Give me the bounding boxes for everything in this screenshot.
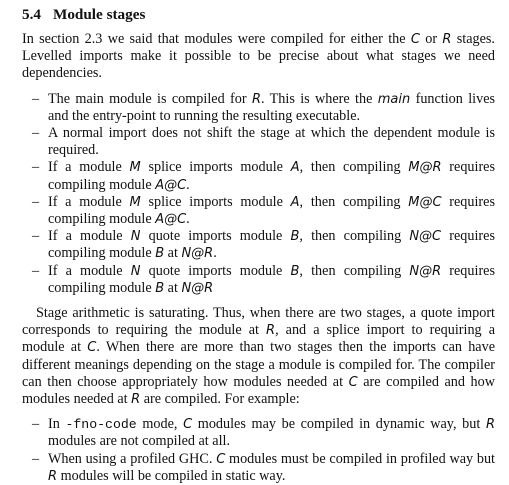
text: If a module: [48, 159, 130, 176]
math: M: [129, 160, 141, 176]
list-item: [48, 228, 495, 262]
stage-arithmetic-paragraph: [22, 305, 495, 408]
math: R: [442, 32, 452, 47]
math: M: [129, 194, 141, 210]
math: C: [87, 340, 97, 356]
text: quote imports module: [140, 262, 291, 279]
text: , and a splice import to requiring a module at: [22, 322, 495, 356]
text: requires compiling module: [48, 159, 495, 193]
list-item: [48, 159, 495, 193]
math: M@R: [408, 160, 442, 176]
math: C: [410, 32, 420, 47]
text: If a module: [48, 228, 131, 245]
text: requires compiling module: [48, 262, 495, 296]
text: When using a profiled GHC.: [48, 450, 217, 467]
text: modules may be compiled in dynamic way, but: [192, 416, 486, 433]
text: are compiled and how modules needed at: [22, 373, 495, 408]
list-item: [48, 125, 495, 159]
math: R: [131, 392, 141, 408]
math: N@R: [181, 246, 214, 262]
math: N@R: [181, 280, 214, 296]
text: mode,: [136, 416, 184, 433]
list-item: [48, 194, 495, 228]
text: .: [213, 245, 217, 262]
text: quote imports module: [140, 228, 291, 245]
text: requires compiling module: [48, 228, 495, 262]
text: at: [164, 245, 182, 262]
examples-list: [22, 416, 495, 485]
text: A normal import does not shift the stage at which the dependent module is required.: [48, 125, 495, 159]
text: , then compiling: [299, 262, 410, 279]
math: A: [290, 194, 300, 210]
math: M@C: [408, 194, 442, 210]
math: N: [130, 263, 141, 279]
math: N@C: [409, 229, 442, 245]
section-title: Module stages: [52, 6, 146, 23]
text: , then compiling: [299, 228, 410, 245]
math: B: [155, 280, 165, 296]
text: stages. Levelled imports make it possible to be precise about what stages we need dependencies.: [22, 31, 495, 82]
text: splice imports module: [140, 193, 291, 210]
list-item: [48, 263, 495, 297]
math: R: [48, 468, 58, 484]
list-item: [48, 416, 495, 450]
math: A: [290, 160, 300, 176]
list-item: [48, 91, 495, 125]
text: . This is where the: [260, 90, 378, 107]
text: , then compiling: [299, 159, 409, 176]
text: In section 2.3 we said that modules were compiled for either the: [22, 31, 411, 47]
math: main: [377, 91, 411, 107]
text: The main module is compiled for: [48, 90, 252, 107]
text: or: [419, 31, 443, 47]
text: If a module: [48, 262, 131, 279]
text: splice imports module: [140, 159, 291, 176]
text: .: [186, 176, 190, 193]
stage-rules-list: [22, 91, 495, 297]
text: . When there are more than two stages then the imports can have different meanings depending on the stage a module is compiled for. The compiler can then choose appropriately how modules needed at: [22, 339, 495, 390]
text: function lives and the entry-point to running the resulting executable.: [48, 90, 496, 124]
math: B: [290, 229, 300, 245]
text: In: [48, 416, 66, 433]
math: N: [130, 229, 141, 245]
math: N@R: [409, 263, 442, 279]
text: If a module: [48, 193, 130, 210]
math: B: [290, 263, 300, 279]
text: modules are not compiled at all.: [48, 433, 231, 450]
text: requires compiling module: [48, 193, 495, 228]
math: R: [266, 323, 276, 339]
math: C: [348, 374, 358, 390]
text: , then compiling: [299, 193, 409, 210]
math: C: [183, 417, 193, 433]
text: modules will be compiled in static way.: [57, 467, 286, 484]
section-heading: [22, 6, 495, 24]
code-flag: -fno-code: [65, 417, 137, 433]
intro-paragraph: [22, 31, 495, 83]
text: modules must be compiled in profiled way but: [225, 450, 495, 467]
math: R: [485, 417, 495, 433]
text: Stage arithmetic is saturating. Thus, when there are two stages, a quote import corresponds to requiring the module at: [22, 305, 495, 339]
math: R: [251, 91, 261, 107]
list-item: [48, 451, 495, 485]
math: A@C: [155, 212, 187, 228]
text: .: [186, 211, 190, 228]
section-number: 5.4: [22, 6, 41, 23]
math: C: [216, 451, 226, 467]
text: at: [164, 279, 182, 296]
math: A@C: [155, 177, 187, 193]
math: B: [155, 246, 165, 262]
text: are compiled. For example:: [140, 391, 300, 408]
